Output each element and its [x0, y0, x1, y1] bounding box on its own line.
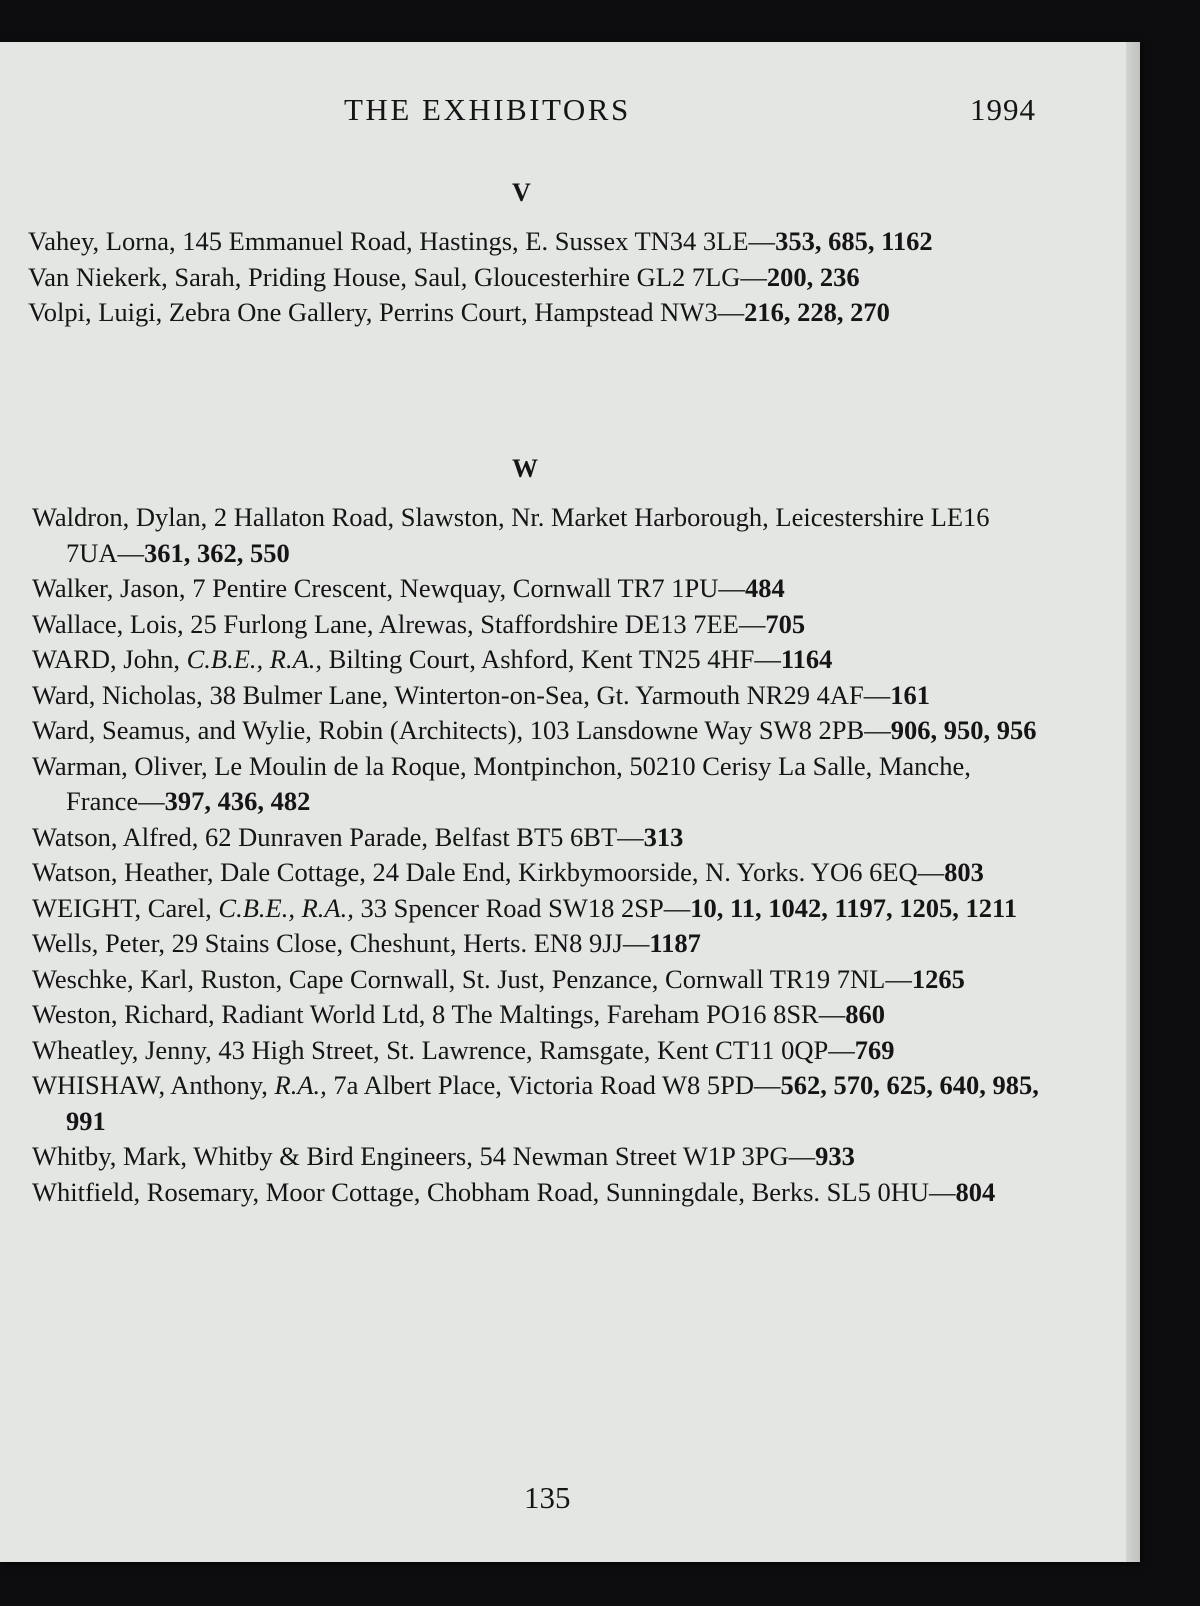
exhibitor-entry: Volpi, Luigi, Zebra One Gallery, Perrins Court, Hampstead NW3—216, 228, 270: [28, 297, 890, 327]
section-letter-w: W: [512, 454, 538, 483]
exhibitor-entry: Warman, Oliver, Le Moulin de la Roque, Montpinchon, 50210 Cerisy La Salle, Manche, France—397, 436, 482: [32, 750, 971, 816]
running-head-title: THE EXHIBITORS: [344, 92, 631, 127]
exhibitor-entry: WARD, John, C.B.E., R.A., Bilting Court, Ashford, Kent TN25 4HF—1164: [32, 644, 833, 674]
running-head-year: 1994: [970, 92, 1036, 127]
section-letter-v: V: [512, 178, 531, 207]
exhibitor-entry: Whitby, Mark, Whitby & Bird Engineers, 54 Newman Street W1P 3PG—933: [32, 1141, 855, 1171]
exhibitor-entry: Weston, Richard, Radiant World Ltd, 8 The Maltings, Fareham PO16 8SR—860: [32, 999, 885, 1029]
exhibitor-entry: Waldron, Dylan, 2 Hallaton Road, Slawston, Nr. Market Harborough, Leicestershire LE16 7UA—361, 362, 550: [32, 502, 990, 568]
exhibitor-entry: Ward, Seamus, and Wylie, Robin (Architects), 103 Lansdowne Way SW8 2PB—906, 950, 956: [32, 715, 1037, 745]
exhibitor-entry: Van Niekerk, Sarah, Priding House, Saul, Gloucesterhire GL2 7LG—200, 236: [28, 261, 860, 292]
exhibitor-entry: Wallace, Lois, 25 Furlong Lane, Alrewas, Staffordshire DE13 7EE—705: [32, 608, 806, 639]
exhibitor-entry: WEIGHT, Carel, C.B.E., R.A., 33 Spencer Road SW18 2SP—10, 11, 1042, 1197, 1205, 1211: [32, 892, 1018, 923]
exhibitor-entry: Watson, Alfred, 62 Dunraven Parade, Belfast BT5 6BT—313: [32, 821, 684, 852]
exhibitor-entry: Whitfield, Rosemary, Moor Cottage, Chobham Road, Sunningdale, Berks. SL5 0HU—804: [32, 1176, 996, 1207]
exhibitor-entry: Vahey, Lorna, 145 Emmanuel Road, Hastings, E. Sussex TN34 3LE—353, 685, 1162: [28, 226, 933, 256]
section-w-entries: [32, 500, 1047, 1210]
exhibitor-entry: Wells, Peter, 29 Stains Close, Cheshunt, Herts. EN8 9JJ—1187: [32, 928, 701, 958]
book-page: [0, 42, 1140, 1562]
exhibitor-entry: Watson, Heather, Dale Cottage, 24 Dale End, Kirkbymoorside, N. Yorks. YO6 6EQ—803: [32, 857, 984, 887]
exhibitor-entry: Wheatley, Jenny, 43 High Street, St. Lawrence, Ramsgate, Kent CT11 0QP—769: [32, 1034, 895, 1065]
page-edge: [1126, 42, 1140, 1562]
exhibitor-entry: Weschke, Karl, Ruston, Cape Cornwall, St. Just, Penzance, Cornwall TR19 7NL—1265: [32, 963, 965, 994]
exhibitor-entry: Ward, Nicholas, 38 Bulmer Lane, Winterton-on-Sea, Gt. Yarmouth NR29 4AF—161: [32, 679, 930, 710]
exhibitor-entry: Walker, Jason, 7 Pentire Crescent, Newquay, Cornwall TR7 1PU—484: [32, 573, 785, 603]
section-v-entries: [28, 224, 1043, 331]
page-number: 135: [524, 1480, 571, 1515]
exhibitor-entry: WHISHAW, Anthony, R.A., 7a Albert Place, Victoria Road W8 5PD—562, 570, 625, 640, 985, 991: [32, 1070, 1039, 1136]
